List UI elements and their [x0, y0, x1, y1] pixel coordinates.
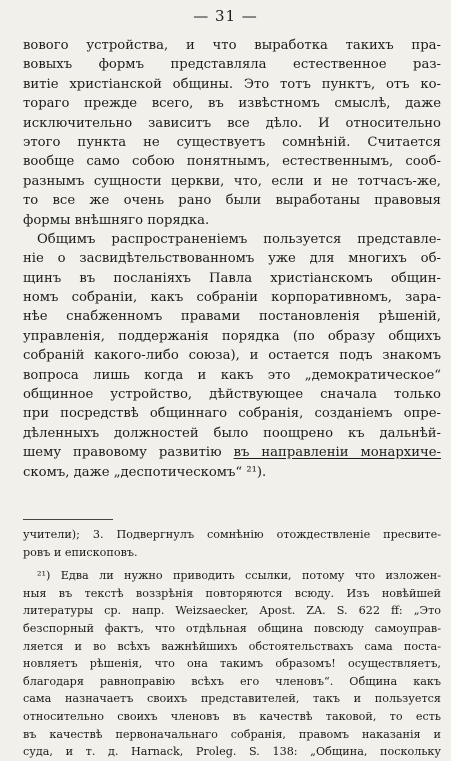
- body-line: дѣленныхъ должностей было поощрено къ дальнѣй-: [23, 425, 441, 441]
- body-line: [23, 443, 441, 462]
- body-line: тораго прежде всего, въ извѣстномъ смыслѣ, даже: [23, 96, 441, 112]
- body-line: вообще само собою понятнымъ, естественнымъ, сооб-: [23, 154, 441, 170]
- body-line: вопроса лишь когда и какъ это „демократическое“: [23, 367, 441, 383]
- footnote-line: ²¹) Едва ли нужно приводить ссылки, потому что изложен-: [37, 569, 441, 583]
- body-line: номъ собраніи, какъ собраніи корпоративномъ, зара-: [23, 290, 441, 306]
- footnote-line: ляется и во всѣхъ важнѣйшихъ обстоятельствахъ сама поста-: [23, 639, 441, 653]
- body-line: разнымъ сущности церкви, что, если и не тотчасъ-же,: [23, 173, 441, 189]
- footnote-line: сама назначаетъ своихъ представителей, такъ и пользуется: [23, 692, 441, 706]
- body-line: управленія, поддержанія порядка (по образу общихъ: [23, 328, 441, 344]
- footnotes: [23, 526, 441, 761]
- footnote-line: относительно своихъ членовъ въ качествѣ таковой, то есть: [23, 709, 441, 723]
- body-line: общинное устройство, дѣйствующее сначала только: [23, 387, 441, 403]
- footnote-line: суда, и т. д. Harnack, Proleg. S. 138: „Община, поскольку: [23, 745, 441, 759]
- footnote-line: въ качествѣ первоначальнаго собранія, правомъ наказанія и: [23, 727, 441, 741]
- body-line: скомъ, даже „деспотическомъ“ ²¹).: [23, 464, 267, 480]
- body-line-part: шему правовому развитію: [23, 445, 222, 461]
- body-line: исключительно зависитъ все дѣло. И относительно: [23, 115, 441, 131]
- body-line: витіе христіанской общины. Это тотъ пунктъ, отъ ко-: [23, 76, 441, 92]
- body-line: этого пункта не существуетъ сомнѣній. Считается: [23, 134, 441, 150]
- body-line: вовыхъ формъ представляла естественное раз-: [23, 57, 441, 73]
- body-line: то все же очень рано были выработаны правовыя: [23, 193, 441, 209]
- body-line: ніе о засвидѣтельствованномъ уже для многихъ об-: [23, 251, 441, 267]
- footnote-line: литературы ср. напр. Weizsaecker, Apost. ZA. S. 622 ff: „Это: [23, 604, 441, 618]
- footnote-line: ровъ и епископовъ.: [23, 545, 138, 559]
- body-line: вового устройства, и что выработка такихъ пра-: [23, 38, 441, 53]
- footnote-divider: [23, 519, 113, 520]
- footnote-line: учители); 3. Подвергнулъ сомнѣнію отождествленіе пресвите-: [23, 528, 441, 541]
- footnote-line: ныя въ текстѣ воззрѣнія повторяются всюду. Изъ новѣйшей: [23, 586, 441, 600]
- page-number: — 31 —: [193, 7, 258, 25]
- footnote-line: новляетъ рѣшенія, что она такимъ образомъ! осуществляетъ,: [23, 657, 441, 671]
- underlined-phrase: въ направленіи монархиче-: [233, 445, 441, 461]
- footnote-line: благодаря равноправію всѣхъ его членовъ“. Община какъ: [23, 674, 441, 688]
- body-line: при посредствѣ общиннаго собранія, созданіемъ опре-: [23, 406, 441, 422]
- body-line: щинъ въ посланіяхъ Павла христіанскомъ общин-: [23, 270, 441, 286]
- footnote-line: безспорный фактъ, что отдѣльная община повсюду самоуправ-: [23, 621, 441, 635]
- body-line: формы внѣшняго порядка.: [23, 212, 210, 228]
- body-line: нѣе снабженномъ правами постановленія рѣшеній,: [23, 309, 441, 325]
- body-line: Общимъ распространеніемъ пользуется представле-: [37, 231, 441, 247]
- body-line: собраній какого-либо союза), и остается подъ знакомъ: [23, 348, 441, 364]
- body-text: [23, 36, 441, 482]
